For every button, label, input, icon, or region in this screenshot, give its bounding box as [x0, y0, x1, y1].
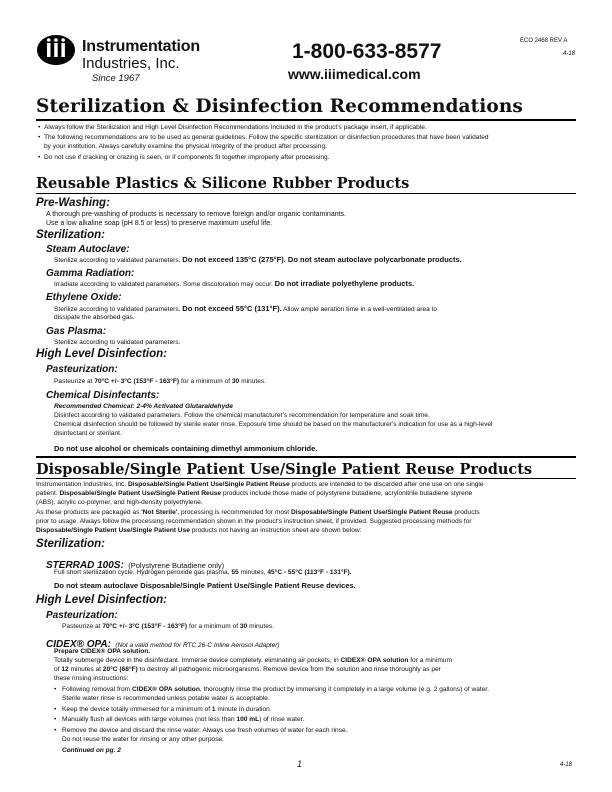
- hld-heading: High Level Disinfection:: [36, 348, 167, 360]
- intro-bullet-1: • Always follow the Sterilization and High Level Disinfection Recommendations included in the product's package insert, if applicable.: [38, 124, 427, 131]
- eto-text: Sterilize according to validated parameters. Do not exceed 55°C (131°F). Allow ample aeration time in a well-ventilated area to: [54, 304, 438, 313]
- page-title: Sterilization & Disinfection Recommendations: [36, 96, 523, 117]
- chemical-warning: Do not use alcohol or chemicals containing dimethyl ammonium chloride.: [54, 444, 318, 453]
- page-number: 1: [297, 759, 303, 769]
- pasteurization-text: Pasteurize at 70°C +/- 3°C (153°F - 163°F) for a minimum of 30 minutes.: [54, 378, 266, 385]
- steam-heading: Steam Autoclave:: [46, 244, 130, 255]
- disp-pasteurization-text: Pasteurize at 70°C +/- 3°C (153°F - 163°F) for a minimum of 30 minutes.: [62, 623, 274, 630]
- disposable-para-line6: Disposable/Single Patient Use/Single Patient Use products not having an instruction sheet are shown below:: [36, 527, 362, 534]
- rinse-bullet-4: • Remove the device and discard the rinse water. Always use fresh volumes of water for each rinse.: [54, 727, 348, 734]
- disposable-para-line3: (ABS), acrylic co-polymer, and high-density polyethylene.: [36, 499, 203, 506]
- company-logo: [36, 34, 76, 66]
- chemical-line3: disinfectant or sterilant.: [54, 430, 122, 437]
- chemical-heading: Chemical Disinfectants:: [46, 390, 160, 401]
- continued-note: Continued on pg. 2: [62, 747, 121, 754]
- prewash-line2: Use a low alkaline soap (pH 8.5 or less) to preserve maximum useful life.: [46, 220, 273, 227]
- company-name-line2: Industries, Inc.: [82, 55, 180, 72]
- cidex-para-line2: of 12 minutes at 20°C (68°F) to destroy all pathogenic microorganisms. Remove device from the solution and rinse thoroughly as per: [54, 666, 441, 673]
- disposable-rule: [36, 478, 576, 479]
- disposable-para-line2: patient. Disposable/Single Patient Use/Single Patient Reuse products include those made of polystyrene butadiene, acrylonitrile butadiene styrene: [36, 490, 473, 497]
- cidex-para-line3: these rinsing instructions:: [54, 675, 129, 682]
- disp-hld-heading: High Level Disinfection:: [36, 594, 167, 606]
- prewash-heading: Pre-Washing:: [36, 197, 110, 209]
- rinse-bullet-2: • Keep the device totally immersed for a minimum of 1 minute in duration.: [54, 706, 272, 713]
- disposable-heading: Disposable/Single Patient Use/Single Patient Reuse Products: [36, 461, 533, 478]
- sterrad-text: Full short sterilization cycle. Hydrogen peroxide gas plasma, 55 minutes, 45°C - 55°C (113°F - 131°F).: [54, 569, 352, 576]
- disposable-top-rule: [36, 456, 576, 458]
- intro-bullet-3: • Do not use if cracking or crazing is seen, or if components fit together improperly after processing.: [38, 154, 330, 161]
- disposable-para-line4: As these products are packaged as 'Not Sterile', processing is recommended for most Disposable/Single Patient Use/Single Patient Reuse products: [36, 509, 480, 516]
- intro-bullet-2-cont: by your institution. Always carefully examine the physical integrity of the product after processing.: [44, 143, 327, 150]
- phone-number: 1-800-633-8577: [292, 40, 442, 63]
- rinse-bullet-1: • Following removal from CIDEX® OPA solution, thoroughly rinse the product by immersing it completely in a large volume (e.g. 2 gallons) of water.: [54, 686, 490, 693]
- company-name-line1: Instrumentation: [82, 38, 200, 55]
- steam-text: Sterilize according to validated parameters. Do not exceed 135°C (275°F). Do not steam autoclave polycarbonate products.: [54, 255, 462, 264]
- chemical-line2: Chemical disinfection should be followed by sterile water rinse. Exposure time should be based on the manufacturer's indication for use as a high-level: [54, 421, 493, 428]
- cidex-para-line1: Totally submerge device in the disinfectant. Immerse device completely, eliminating air pockets, in CIDEX® OPA solution for a minimum: [54, 657, 452, 664]
- cidex-heading: CIDEX® OPA: (Not a valid method for RTC 26-C Inline Aerosol Adapter): [46, 639, 280, 650]
- rinse-bullet-1-cont: Sterile water rinse is recommended unless potable water is acceptable.: [62, 695, 270, 702]
- gamma-heading: Gamma Radiation:: [46, 268, 135, 279]
- plasma-text: Sterilize according to validated parameters.: [54, 339, 181, 346]
- rinse-bullet-4-cont: Do not reuse the water for rinsing or any other purpose.: [62, 736, 225, 743]
- title-rule: [36, 119, 576, 121]
- eto-text-cont: dissipate the absorbed gas.: [54, 314, 135, 321]
- disposable-para-line5: prior to usage. Always follow the processing recommendation shown in the product's instruction sheet, if provided. Suggested processing methods for: [36, 518, 472, 525]
- gamma-text: Irradiate according to validated parameters. Some discoloration may occur. Do not irradiate polyethylene products.: [54, 279, 415, 288]
- revision-date: 4-18: [563, 51, 576, 57]
- pasteurization-heading: Pasteurization:: [46, 364, 118, 375]
- since-year: Since 1967: [92, 73, 140, 84]
- sterrad-warning: Do not steam autoclave Disposable/Single Patient Use/Single Patient Reuse devices.: [54, 581, 356, 590]
- intro-bullet-2: • The following recommendations are to be used as general guidelines. Follow the specific sterilization or disinfection procedures that have been validated: [38, 134, 489, 141]
- chemical-recommended: Recommended Chemical: 2-4% Activated Glutaraldehyde: [54, 403, 233, 410]
- sterrad-heading: STERRAD 100S: (Polystyrene Butadiene only): [46, 560, 225, 571]
- website-link[interactable]: www.iiimedical.com: [288, 66, 421, 82]
- disp-sterilization-heading: Sterilization:: [36, 538, 106, 550]
- plasma-heading: Gas Plasma:: [46, 326, 107, 337]
- cidex-prepare: Prepare CIDEX® OPA solution.: [54, 648, 151, 655]
- footer-date: 4-18: [560, 762, 573, 768]
- eco-number: ECO 2468 REV A: [520, 38, 568, 44]
- sterilization-heading: Sterilization:: [36, 229, 106, 241]
- reusable-rule: [36, 193, 576, 194]
- eto-heading: Ethylene Oxide:: [46, 292, 122, 303]
- prewash-line1: A thorough pre-washing of products is necessary to remove foreign and/or organic contaminants.: [46, 211, 346, 218]
- chemical-line1: Disinfect according to validated parameters. Follow the chemical manufacturer's recommendation for temperature and soak time.: [54, 412, 430, 419]
- reusable-heading: Reusable Plastics & Silicone Rubber Products: [36, 175, 410, 192]
- rinse-bullet-3: • Manually flush all devices with large volumes (not less than 100 mL) of rinse water.: [54, 716, 305, 723]
- disp-pasteurization-heading: Pasteurization:: [46, 610, 118, 621]
- disposable-para-line1: Instrumentation Industries, Inc. Disposable/Single Patient Use/Single Patient Reuse products are intended to be discarded after one use on one single: [36, 481, 484, 488]
